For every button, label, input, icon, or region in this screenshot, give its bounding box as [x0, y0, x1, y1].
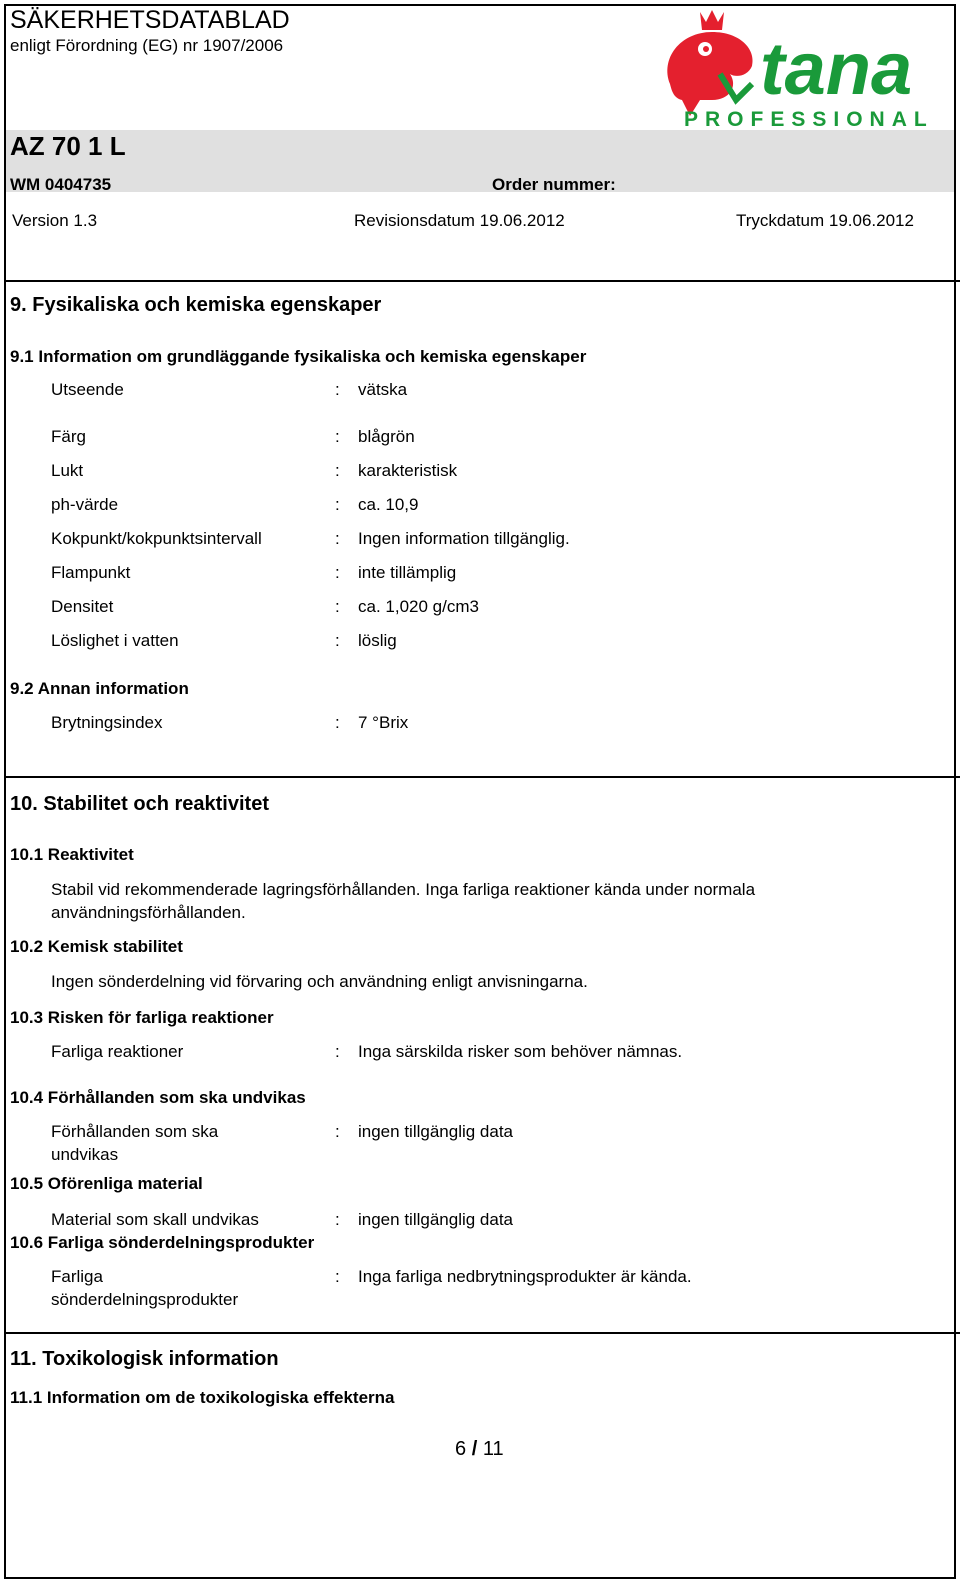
section-10-3-heading: 10.3 Risken för farliga reaktioner [10, 1008, 274, 1027]
divider [6, 776, 960, 778]
colon: : [335, 529, 340, 548]
colon: : [335, 1042, 340, 1061]
property-label: Utseende [51, 380, 124, 399]
section-10-heading: 10. Stabilitet och reaktivitet [10, 793, 269, 815]
property-label-cont: sönderdelningsprodukter [51, 1290, 239, 1309]
wm-number: WM 0404735 [10, 175, 112, 194]
order-number-label: Order nummer: [492, 175, 616, 194]
property-label: ph-värde [51, 495, 119, 514]
property-value: inte tillämplig [358, 563, 457, 582]
section-11-1-heading: 11.1 Information om de toxikologiska effekterna [10, 1388, 395, 1407]
print-date: Tryckdatum 19.06.2012 [736, 211, 914, 230]
colon: : [335, 1267, 340, 1286]
property-value: löslig [358, 631, 397, 650]
property-label: Lukt [51, 461, 84, 480]
section-10-6-heading: 10.6 Farliga sönderdelningsprodukter [10, 1233, 315, 1252]
divider [6, 1332, 960, 1334]
colon: : [335, 1210, 340, 1229]
property-value: karakteristisk [358, 461, 458, 480]
colon: : [335, 427, 340, 446]
property-label: Brytningsindex [51, 713, 163, 732]
property-label: Löslighet i vatten [51, 631, 179, 650]
reactivity-text: Stabil vid rekommenderade lagringsförhållanden. Inga farliga reaktioner kända under normala användningsförhållanden. [51, 880, 756, 922]
property-label: Densitet [51, 597, 114, 616]
property-value: Inga särskilda risker som behöver nämnas. [358, 1042, 683, 1061]
crown-icon [700, 10, 724, 30]
section-9-2-heading: 9.2 Annan information [10, 679, 189, 698]
version: Version 1.3 [12, 211, 98, 230]
colon: : [335, 1122, 340, 1141]
property-value: vätska [358, 380, 408, 399]
tana-professional-logo [660, 4, 946, 130]
property-value: ca. 1,020 g/cm3 [358, 597, 479, 616]
logo-tagline: PROFESSIONAL [684, 108, 934, 130]
section-10-4-heading: 10.4 Förhållanden som ska undvikas [10, 1088, 306, 1107]
product-band [6, 130, 954, 192]
product-name: AZ 70 1 L [10, 131, 126, 161]
colon: : [335, 461, 340, 480]
page-separator: / [471, 1438, 478, 1460]
property-value: 7 °Brix [358, 713, 409, 732]
property-label: Material som skall undvikas [51, 1210, 259, 1229]
property-value: ingen tillgänglig data [358, 1122, 514, 1141]
current-page: 6 [455, 1438, 467, 1460]
colon: : [335, 631, 340, 650]
section-10-2-heading: 10.2 Kemisk stabilitet [10, 937, 183, 956]
section-9-1-heading: 9.1 Information om grundläggande fysikaliska och kemiska egenskaper [10, 347, 587, 366]
property-value: Ingen information tillgänglig. [358, 529, 570, 548]
property-value: ingen tillgänglig data [358, 1210, 514, 1229]
section-10-1-heading: 10.1 Reaktivitet [10, 845, 134, 864]
colon: : [335, 713, 340, 732]
stability-text: Ingen sönderdelning vid förvaring och användning enligt anvisningarna. [51, 972, 588, 991]
logo-wordmark: tana [760, 27, 913, 110]
total-pages: 11 [482, 1438, 504, 1460]
regulation-subtitle: enligt Förordning (EG) nr 1907/2006 [10, 36, 284, 55]
document-title: SÄKERHETSDATABLAD [10, 6, 290, 34]
page-frame [4, 4, 956, 1579]
colon: : [335, 597, 340, 616]
property-label: Färg [51, 427, 86, 446]
property-label: Kokpunkt/kokpunktsintervall [51, 529, 262, 548]
section-11-heading: 11. Toxikologisk information [10, 1348, 279, 1370]
property-label: Farliga reaktioner [51, 1042, 184, 1061]
property-value: Inga farliga nedbrytningsprodukter är kända. [358, 1267, 692, 1286]
property-value: ca. 10,9 [358, 495, 419, 514]
section-10-5-heading: 10.5 Oförenliga material [10, 1174, 203, 1193]
divider [6, 280, 960, 282]
colon: : [335, 380, 340, 399]
colon: : [335, 563, 340, 582]
property-label: Farliga [51, 1267, 103, 1286]
colon: : [335, 495, 340, 514]
property-label-cont: undvikas [51, 1145, 119, 1164]
property-value: blågrön [358, 427, 415, 446]
page-number [455, 1438, 504, 1461]
property-label: Förhållanden som ska [51, 1122, 219, 1141]
section-9-heading: 9. Fysikaliska och kemiska egenskaper [10, 294, 382, 316]
property-label: Flampunkt [51, 563, 131, 582]
revision-date: Revisionsdatum 19.06.2012 [354, 211, 565, 230]
